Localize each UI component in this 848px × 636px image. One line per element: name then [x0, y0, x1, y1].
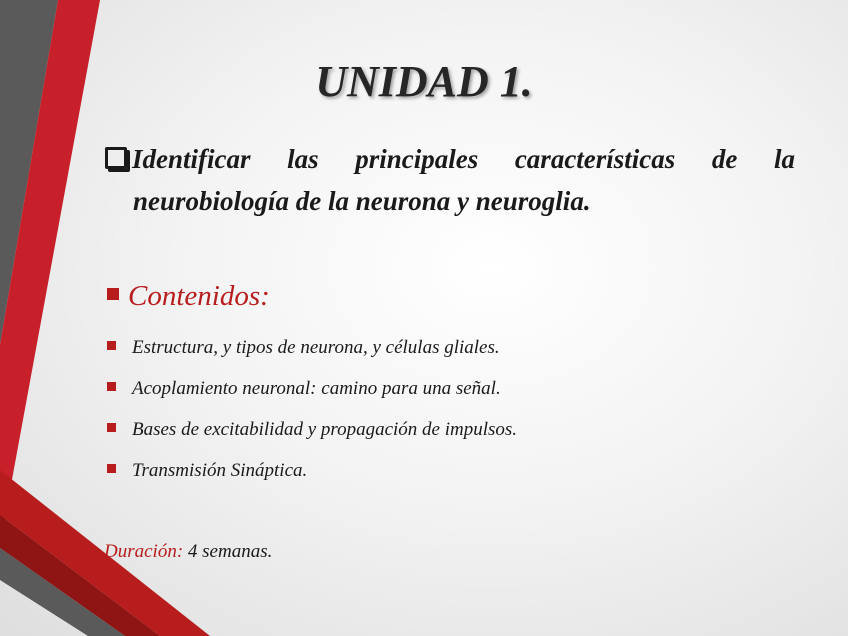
list-item-label: Bases de excitabilidad y propagación de impulsos.: [132, 419, 518, 440]
objective-text: [105, 138, 795, 222]
list-item: [107, 377, 517, 418]
list-item: [107, 336, 517, 377]
list-item-label: Estructura, y tipos de neurona, y células gliales.: [132, 337, 500, 358]
square-bullet-icon: [107, 382, 116, 391]
list-item-label: Transmisión Sináptica.: [132, 460, 308, 481]
duration-label: Duración:: [104, 541, 184, 562]
slide-title: UNIDAD 1.: [315, 57, 533, 106]
list-item: [107, 459, 517, 500]
square-bullet-icon: [107, 464, 116, 473]
square-bullet-icon: [107, 341, 116, 350]
square-bullet-icon: [107, 423, 116, 432]
contents-heading: [107, 280, 270, 313]
objective-line-1: Identificar las principales características de la: [132, 144, 795, 174]
checkbox-bullet-icon: [105, 147, 127, 169]
duration-line: [104, 541, 272, 563]
list-item-label: Acoplamiento neuronal: camino para una señal.: [132, 378, 501, 399]
contents-heading-label: Contenidos:: [128, 280, 270, 312]
square-bullet-icon: [107, 288, 119, 300]
list-item: [107, 418, 517, 459]
duration-value: 4 semanas.: [183, 541, 273, 562]
contents-list: [107, 336, 517, 500]
objective-line-2: neurobiología de la neurona y neuroglia.: [133, 186, 591, 216]
